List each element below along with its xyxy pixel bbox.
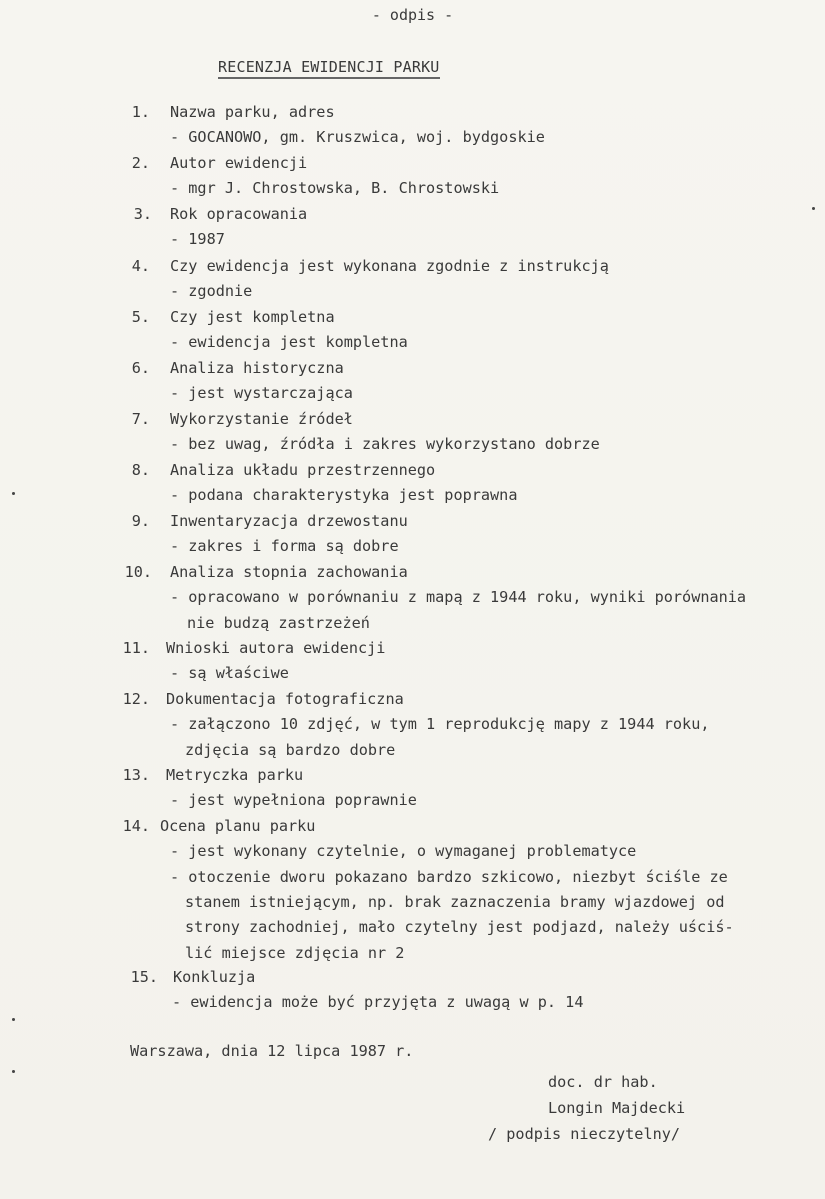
item-question: Czy jest kompletna <box>170 308 335 326</box>
item-number: 14. <box>122 817 150 835</box>
item-answer-line: - opracowano w porównaniu z mapą z 1944 roku, wyniki porównania <box>170 588 747 607</box>
item-question: Autor ewidencji <box>170 154 308 172</box>
margin-mark <box>12 1018 15 1021</box>
item-answer-line: - zgodnie <box>170 282 253 301</box>
item-answer-line: - GOCANOWO, gm. Kruszwica, woj. bydgoskie <box>170 128 545 147</box>
item-number: 6. <box>131 359 150 377</box>
item-question: Metryczka parku <box>166 766 304 784</box>
item-answer-line: stanem istniejącym, np. brak zaznaczenia bramy wjazdowej od <box>185 892 725 911</box>
item-question: Rok opracowania <box>170 205 308 223</box>
item-question: Konkluzja <box>173 968 256 986</box>
item-question: Czy ewidencja jest wykonana zgodnie z instrukcją <box>170 257 609 275</box>
item-answer-line: - otoczenie dworu pokazano bardzo szkicowo, niezbyt ściśle ze <box>170 867 728 886</box>
item-answer-line: zdjęcia są bardzo dobre <box>185 740 396 759</box>
item-number: 10. <box>124 563 152 581</box>
item-answer-line: - bez uwag, źródła i zakres wykorzystano dobrze <box>170 435 600 454</box>
item-answer-line: - podana charakterystyka jest poprawna <box>170 486 518 505</box>
document-title: RECENZJA EWIDENCJI PARKU <box>218 58 440 79</box>
item-question: Wnioski autora ewidencji <box>166 639 386 657</box>
item-question: Inwentaryzacja drzewostanu <box>170 512 408 530</box>
item-answer-line: - ewidencja jest kompletna <box>170 333 408 352</box>
item-number: 5. <box>131 308 150 326</box>
margin-mark <box>812 207 815 210</box>
item-answer-line: lić miejsce zdjęcia nr 2 <box>185 943 405 962</box>
item-question: Ocena planu parku <box>160 817 316 835</box>
item-answer-line: - są właściwe <box>170 664 289 683</box>
signature-note: / podpis nieczytelny/ <box>488 1125 681 1143</box>
item-question: Dokumentacja fotograficzna <box>166 690 404 708</box>
item-number: 4. <box>131 257 150 275</box>
item-question: Wykorzystanie źródeł <box>170 410 353 428</box>
item-number: 12. <box>122 690 150 708</box>
item-answer-line: strony zachodniej, mało czytelny jest podjazd, należy uściś- <box>185 918 734 937</box>
item-number: 1. <box>131 103 150 121</box>
item-answer-line: - jest wypełniona poprawnie <box>170 791 417 810</box>
item-number: 3. <box>133 205 152 223</box>
item-number: 11. <box>122 639 150 657</box>
item-question: Analiza historyczna <box>170 359 344 377</box>
margin-mark <box>12 492 15 495</box>
signature-title: doc. dr hab. <box>548 1073 658 1091</box>
item-question: Analiza stopnia zachowania <box>170 563 408 581</box>
item-answer-line: - zakres i forma są dobre <box>170 537 399 556</box>
item-question: Analiza układu przestrzennego <box>170 461 436 479</box>
place-date: Warszawa, dnia 12 lipca 1987 r. <box>130 1042 414 1060</box>
item-answer-line: - jest wystarczająca <box>170 384 353 403</box>
item-answer-line: - 1987 <box>170 230 225 249</box>
margin-mark <box>12 1070 15 1073</box>
item-answer-line: - ewidencja może być przyjęta z uwagą w p. 14 <box>172 993 584 1012</box>
item-answer-line: - jest wykonany czytelnie, o wymaganej problematyce <box>170 842 637 861</box>
item-number: 2. <box>131 154 150 172</box>
item-number: 7. <box>131 410 150 428</box>
item-answer-line: - mgr J. Chrostowska, B. Chrostowski <box>170 179 500 198</box>
signature-name: Longin Majdecki <box>548 1099 686 1117</box>
item-answer-line: - załączono 10 zdjęć, w tym 1 reprodukcję mapy z 1944 roku, <box>170 715 710 734</box>
item-question: Nazwa parku, adres <box>170 103 335 121</box>
item-number: 15. <box>130 968 158 986</box>
item-answer-line: nie budzą zastrzeżeń <box>187 613 370 632</box>
item-number: 8. <box>131 461 150 479</box>
item-number: 9. <box>131 512 150 530</box>
copy-header: - odpis - <box>371 6 454 24</box>
item-number: 13. <box>122 766 150 784</box>
